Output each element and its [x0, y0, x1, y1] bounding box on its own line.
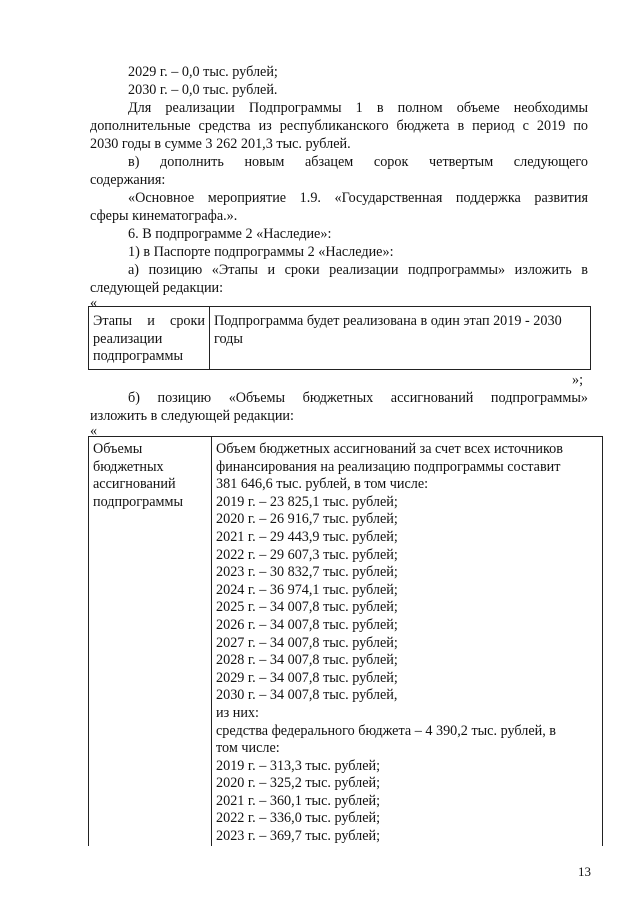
text-line: изложить в следующей редакции:	[90, 408, 294, 424]
text-line: содержания:	[90, 172, 166, 188]
text-line: Для реализации Подпрограммы 1 в полном объеме необходимы	[128, 100, 588, 116]
table-divider	[209, 306, 210, 370]
table-stages-value: Подпрограмма будет реализована в один этап 2019 - 2030 годы	[214, 313, 562, 347]
page-number: 13	[578, 864, 591, 879]
text-line: 1) в Паспорте подпрограммы 2 «Наследие»:	[128, 244, 394, 260]
text-line: а) позицию «Этапы и сроки реализации подпрограммы» изложить в	[128, 262, 588, 278]
text-line: «Основное мероприятие 1.9. «Государственная поддержка развития	[128, 190, 588, 206]
table-divider	[211, 436, 212, 846]
open-quote: «	[90, 295, 98, 311]
text-line: 2029 г. – 0,0 тыс. рублей;	[128, 64, 278, 80]
text-line: следующей редакции:	[90, 280, 224, 296]
table-budget-label: Объемы бюджетных ассигнований подпрограммы	[93, 441, 183, 510]
text-line: 6. В подпрограмме 2 «Наследие»:	[128, 226, 332, 242]
text-line: 2030 годы в сумме 3 262 201,3 тыс. рублей.	[90, 136, 351, 152]
open-quote: «	[90, 423, 98, 439]
text-line: б) позицию «Объемы бюджетных ассигнований подпрограммы»	[128, 390, 588, 406]
close-quote: »;	[572, 372, 584, 388]
text-line: сферы кинематографа.».	[90, 208, 238, 224]
table-stages-label: Этапы и сроки реализации подпрограммы	[93, 313, 205, 365]
text-line: дополнительные средства из республиканского бюджета в период с 2019 по	[90, 118, 588, 134]
text-line: 2030 г. – 0,0 тыс. рублей.	[128, 82, 278, 98]
text-line: в) дополнить новым абзацем сорок четвертым следующего	[128, 154, 588, 170]
table-budget-value: Объем бюджетных ассигнований за счет всех источников финансирования на реализацию подпрограммы составит 381 646,6 тыс. рублей, в том числе: 2019 г. – 23 825,1 тыс. рублей; 2020 г. – 26 916,7 тыс. рублей; 2021 г. – 29 443,9 тыс. рублей; 2022 г. – 29 607,3 тыс. рублей; 2023 г. – 30 832,7 тыс. рублей; 2024 г. – 36 974,1 тыс. рублей; 2025 г. – 34 007,8 тыс. рублей; 2026 г. – 34 007,8 тыс. рублей; 2027 г. – 34 007,8 тыс. рублей; 2028 г. – 34 007,8 тыс. рублей; 2029 г. – 34 007,8 тыс. рублей; 2030 г. – 34 007,8 тыс. рублей, из них: средства федерального бюджета – 4 390,2 тыс. рублей, в том числе: 2019 г. – 313,3 тыс. рублей; 2020 г. – 325,2 тыс. рублей; 2021 г. – 360,1 тыс. рублей; 2022 г. – 336,0 тыс. рублей; 2023 г. – 369,7 тыс. рублей;	[216, 441, 563, 845]
